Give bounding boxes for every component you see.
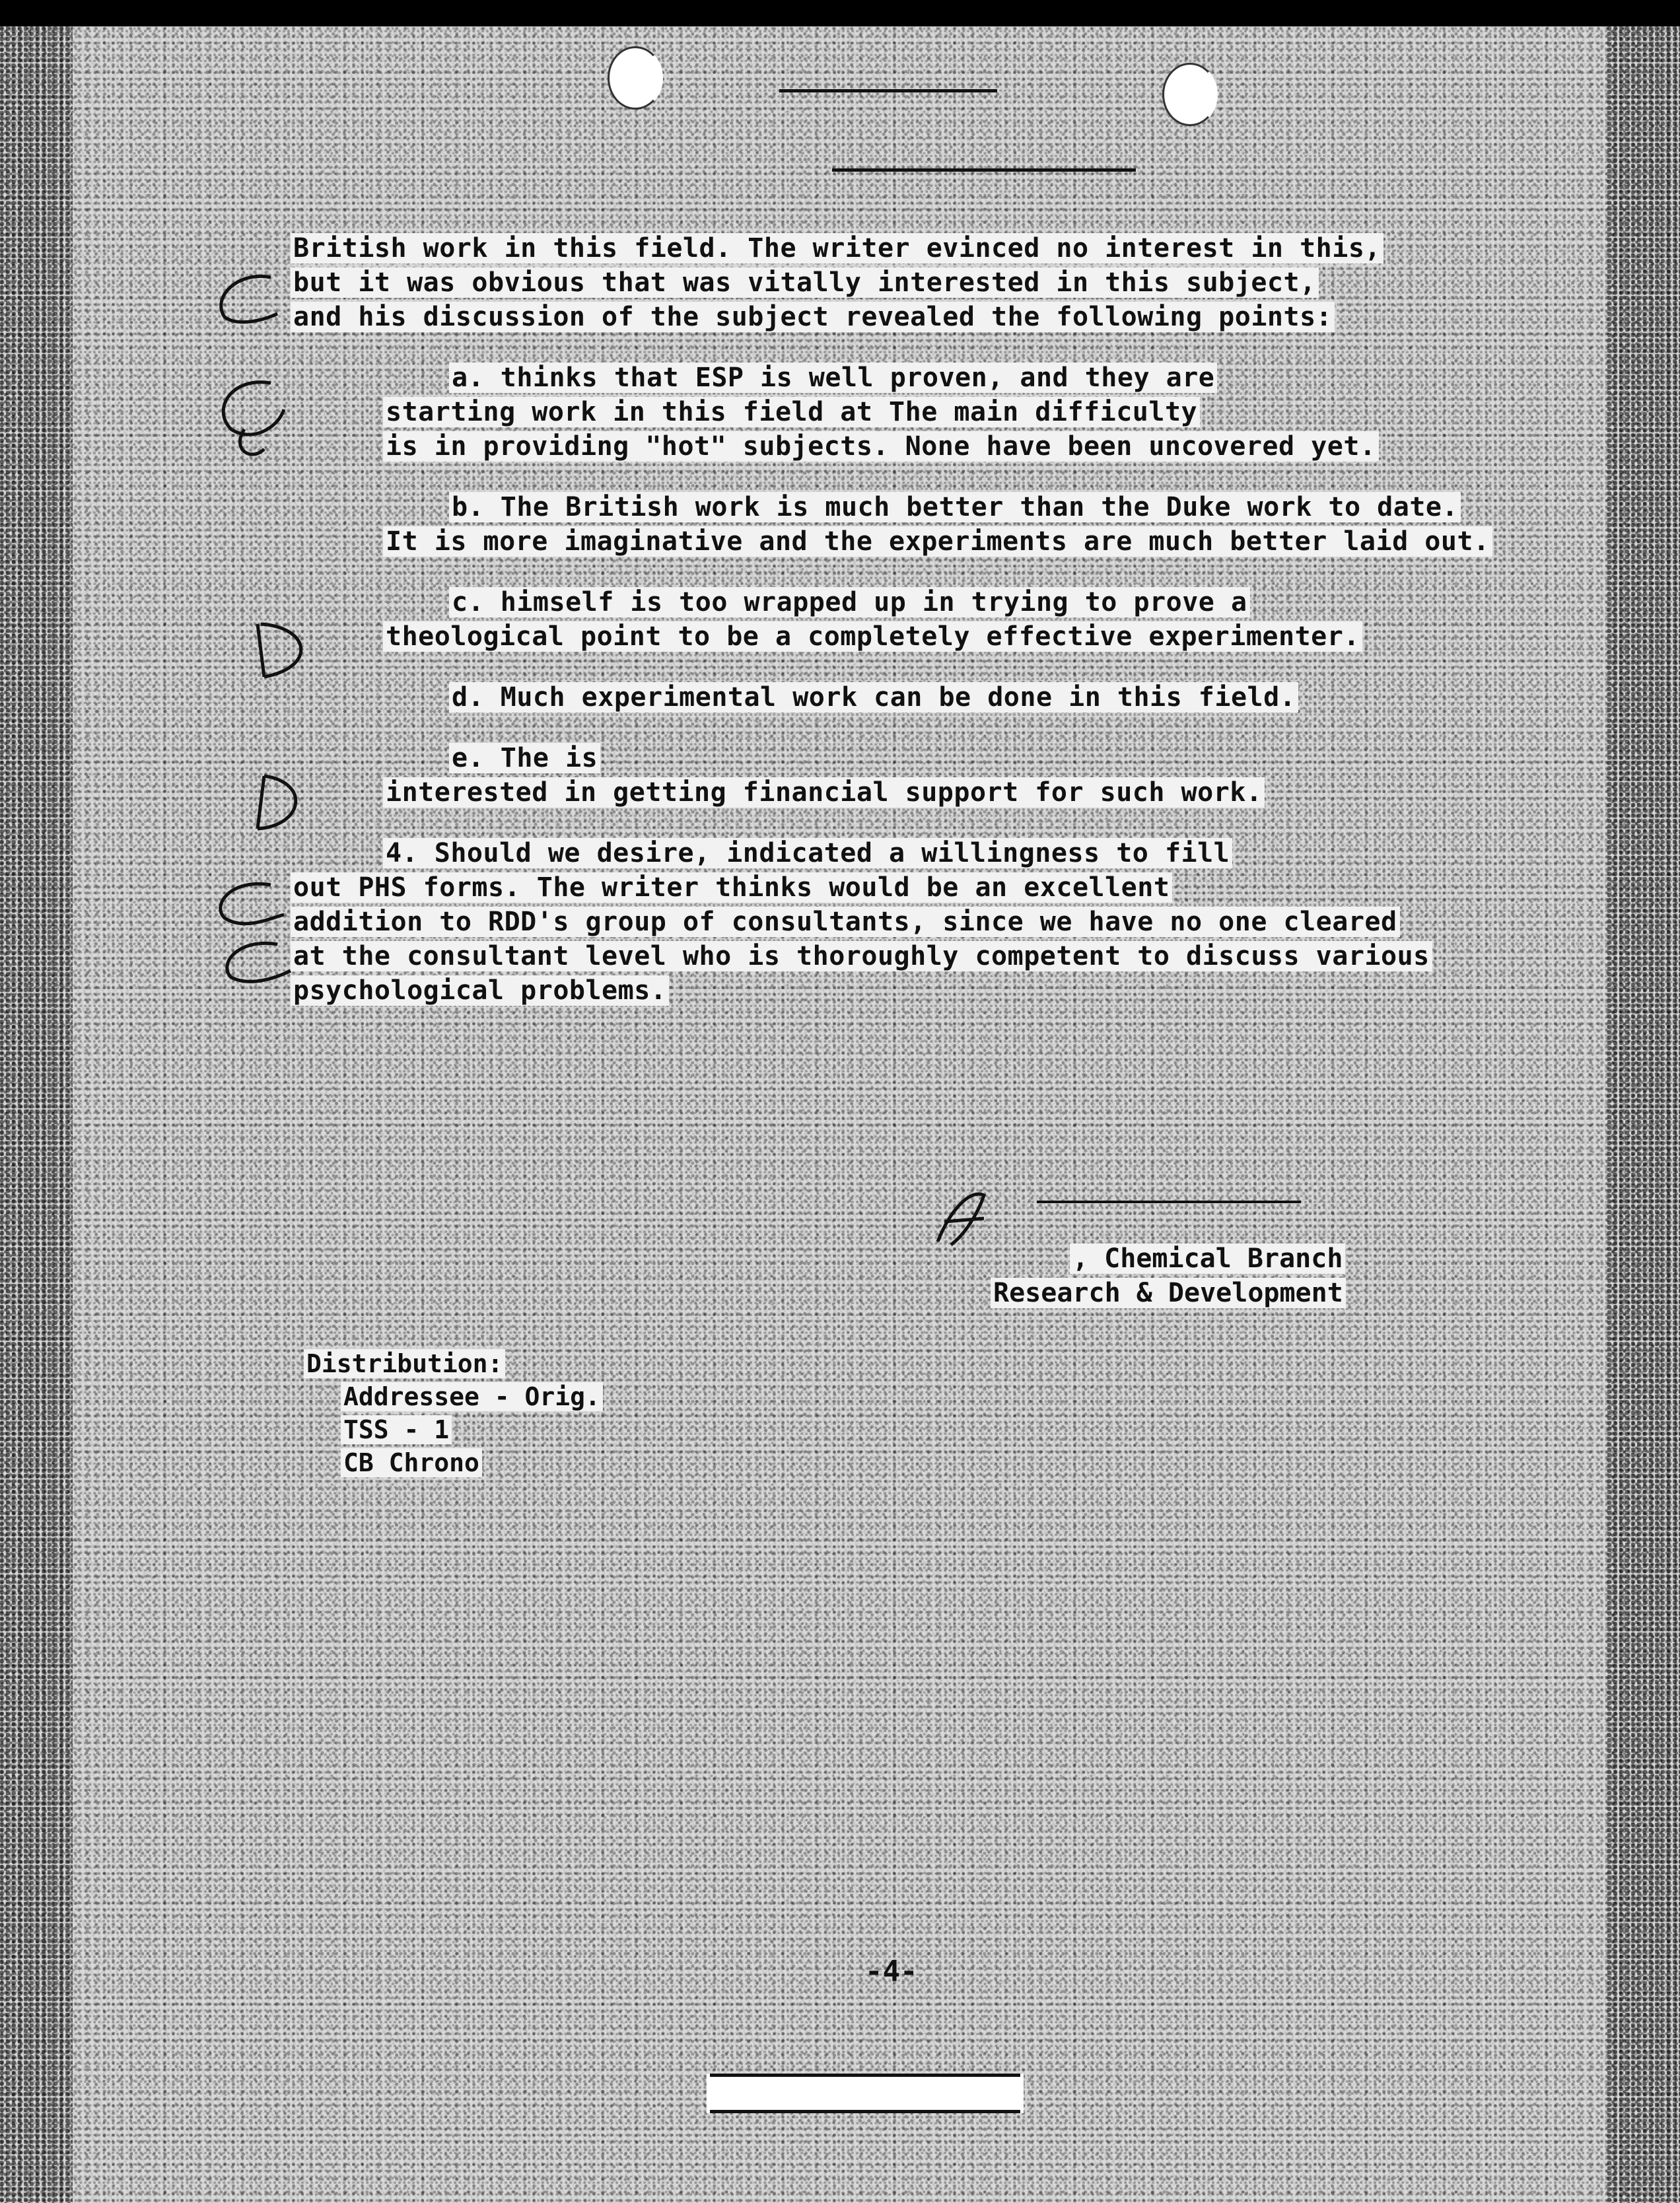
text-line bbox=[291, 265, 1545, 300]
text-line bbox=[291, 300, 1545, 334]
distribution-block bbox=[304, 1347, 603, 1479]
text-line bbox=[291, 395, 1545, 429]
text-span: Research & Development bbox=[991, 1278, 1346, 1308]
paragraph-4 bbox=[291, 836, 1545, 1008]
text-span: at the consultant level who is thoroughly competent to discuss various bbox=[291, 941, 1432, 971]
page-edge-noise-left bbox=[0, 26, 73, 2203]
text-line bbox=[291, 490, 1545, 524]
text-line bbox=[291, 680, 1545, 715]
text-line bbox=[291, 619, 1545, 654]
item-a bbox=[291, 361, 1545, 464]
signature-line bbox=[1037, 1201, 1301, 1203]
signature-line-1 bbox=[991, 1241, 1346, 1276]
item-b bbox=[291, 490, 1545, 559]
text-span: d. Much experimental work can be done in this field. bbox=[449, 682, 1298, 713]
text-line bbox=[291, 585, 1545, 619]
memo-body bbox=[291, 231, 1545, 1008]
distribution-entry bbox=[304, 1380, 603, 1413]
text-span: psychological problems. bbox=[291, 975, 669, 1006]
text-span: Addressee - Orig. bbox=[341, 1382, 603, 1411]
punch-hole-right bbox=[1162, 63, 1218, 126]
text-line bbox=[291, 361, 1545, 395]
text-line bbox=[291, 231, 1545, 265]
redaction-line bbox=[710, 2074, 1020, 2077]
signature-line-2 bbox=[991, 1276, 1346, 1310]
text-span: e. The is bbox=[449, 743, 600, 773]
text-span: c. himself is too wrapped up in trying to prove a bbox=[449, 587, 1250, 617]
handwritten-initial bbox=[925, 1182, 997, 1255]
text-span: , Chemical Branch bbox=[1070, 1243, 1345, 1274]
distribution-entry bbox=[304, 1446, 603, 1479]
text-span: 4. Should we desire, indicated a willingness to fill bbox=[383, 838, 1232, 868]
text-span: interested in getting financial support for such work. bbox=[383, 777, 1265, 808]
distribution-entry bbox=[304, 1413, 603, 1446]
signature-block bbox=[991, 1241, 1346, 1310]
text-line bbox=[291, 524, 1545, 559]
text-line bbox=[291, 741, 1545, 775]
text-line bbox=[291, 870, 1545, 905]
punch-hole-left bbox=[608, 46, 663, 110]
text-line bbox=[291, 905, 1545, 939]
handwritten-check-marks bbox=[198, 872, 297, 991]
text-span: but it was obvious that was vitally interested in this subject, bbox=[291, 267, 1319, 298]
item-d bbox=[291, 680, 1545, 715]
text-span: out PHS forms. The writer thinks would be an excellent bbox=[291, 872, 1172, 903]
text-span: starting work in this field at The main difficulty bbox=[383, 397, 1200, 427]
item-e bbox=[291, 741, 1545, 810]
handwritten-check-mark bbox=[198, 264, 291, 330]
page-number: -4- bbox=[865, 1955, 918, 1988]
text-span: b. The British work is much better than the Duke work to date. bbox=[449, 492, 1461, 522]
text-span: British work in this field. The writer evinced no interest in this, bbox=[291, 233, 1383, 263]
text-span: is in providing "hot" subjects. None have been uncovered yet. bbox=[383, 431, 1379, 462]
item-c bbox=[291, 585, 1545, 654]
text-line bbox=[291, 836, 1545, 870]
handwritten-mark bbox=[205, 370, 297, 469]
redaction-line bbox=[832, 168, 1136, 172]
text-span: addition to RDD's group of consultants, since we have no one cleared bbox=[291, 907, 1400, 937]
text-line bbox=[291, 429, 1545, 464]
text-span: Distribution: bbox=[304, 1349, 505, 1378]
bottom-redaction-box bbox=[707, 2074, 1024, 2113]
text-line bbox=[291, 939, 1545, 973]
redaction-line bbox=[710, 2110, 1020, 2113]
intro-paragraph bbox=[291, 231, 1545, 334]
page-edge-noise-right bbox=[1607, 26, 1680, 2203]
distribution-heading bbox=[304, 1347, 603, 1380]
text-span: theological point to be a completely effective experimenter. bbox=[383, 621, 1362, 652]
text-span: CB Chrono bbox=[341, 1448, 482, 1477]
redaction-line bbox=[779, 89, 997, 92]
text-span: and his discussion of the subject revealed the following points: bbox=[291, 302, 1335, 332]
text-span: It is more imaginative and the experiments are much better laid out. bbox=[383, 526, 1492, 557]
text-span: a. thinks that ESP is well proven, and they are bbox=[449, 363, 1217, 393]
text-line bbox=[291, 973, 1545, 1008]
text-span: TSS - 1 bbox=[341, 1415, 452, 1444]
scan-top-border bbox=[0, 0, 1680, 26]
text-line bbox=[291, 775, 1545, 810]
